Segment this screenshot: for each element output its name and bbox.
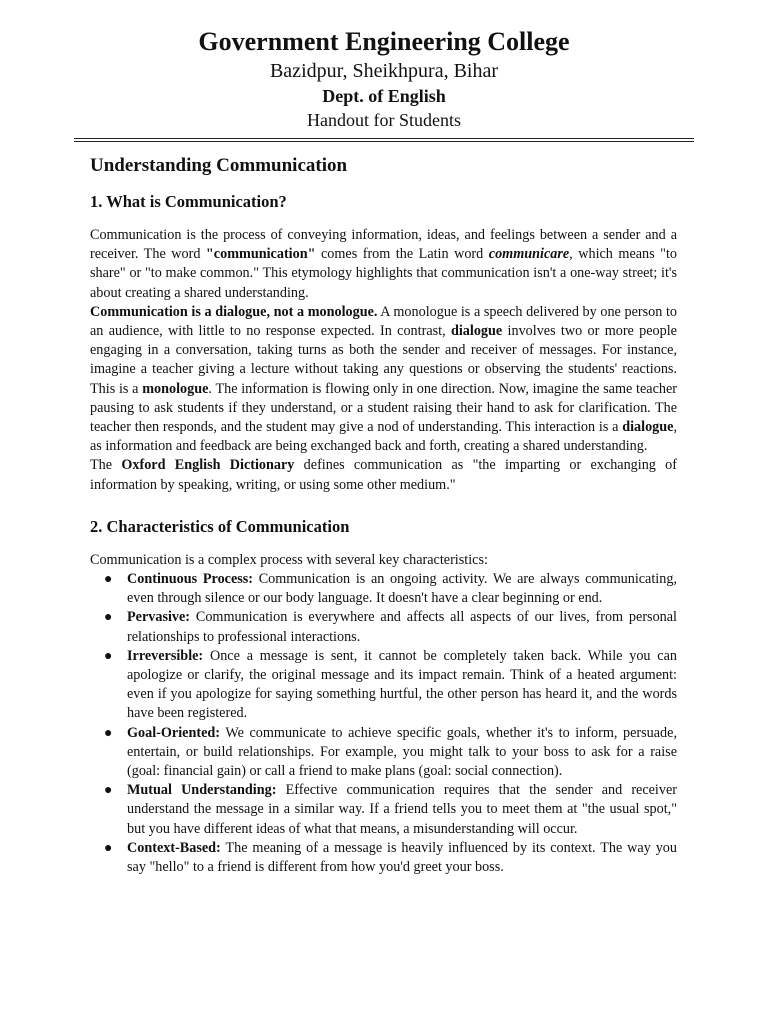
item-label: Pervasive: <box>127 609 191 626</box>
text-run: involves two or more people engaging in a conversation, taking turns as both the sender and receiver of messages. For instance, imagine a teacher giving a lecture without taking any questions or observing the students' reactions. This is a <box>90 323 677 397</box>
bullet-icon: ● <box>104 783 113 799</box>
item-text: Effective communication requires that the sender and receiver understand the message in a similar way. If a friend tells you to meet them at "the usual spot," but you have different ideas of what that means, a misunderstanding will occur. <box>127 782 677 837</box>
item-label: Context-Based: <box>127 839 221 856</box>
item-text: Once a message is sent, it cannot be completely taken back. While you can apologize or clarify, the original message and its impact remain. Think of a heated argument: even if you apologize for saying something hurtful, the other person has heard it, and the words have been registered. <box>127 647 677 722</box>
document-header <box>0 26 768 132</box>
section-1-paragraph-2 <box>90 303 677 457</box>
bold-lead-sentence: Communication is a dialogue, not a monologue. <box>90 303 378 320</box>
bold-term: dialogue <box>450 323 503 340</box>
item-label: Continuous Process: <box>127 571 254 588</box>
item-text: Communication is an ongoing activity. We are always communicating, even through silence or our body language. It doesn't have a clear beginning or end. <box>127 571 677 607</box>
item-label: Irreversible: <box>127 647 204 664</box>
section-2-title: 2. Characteristics of Communication <box>90 516 350 536</box>
item-label: Mutual Understanding: <box>127 782 277 799</box>
bullet-icon: ● <box>104 725 113 741</box>
section-2-intro: Communication is a complex process with several key characteristics: <box>90 551 488 568</box>
document-type: Handout for Students <box>307 110 461 130</box>
item-text: Communication is everywhere and affects all aspects of our lives, from personal relationships to professional interactions. <box>127 609 677 645</box>
item-text: We communicate to achieve specific goals, whether it's to inform, persuade, entertain, or build relationships. For example, you might talk to your boss to ask for a raise (goal: financial gain) or call a friend to make plans (goal: social connection). <box>127 724 677 780</box>
section-1-title: 1. What is Communication? <box>90 192 287 211</box>
bold-term: Oxford English Dictionary <box>121 457 295 474</box>
bullet-icon: ● <box>104 648 113 664</box>
section-1-paragraph-3 <box>90 456 677 494</box>
list-item <box>90 839 677 877</box>
characteristics-list <box>90 570 677 877</box>
section-1-paragraph-1 <box>90 226 677 303</box>
list-item <box>90 724 677 782</box>
text-run: , which means "to share" or "to make common." This etymology highlights that communication isn't a one-way street; it's about creating a shared understanding. <box>90 246 677 301</box>
bold-term: monologue <box>142 380 209 397</box>
bullet-icon: ● <box>104 840 113 856</box>
college-name: Government Engineering College <box>198 27 570 56</box>
text-run: Communication is the process of conveying information, ideas, and feelings between a sender and a receiver. The word <box>90 227 677 263</box>
list-item <box>90 608 677 646</box>
text-run: defines communication as "the imparting or exchanging of information by speaking, writing, or using some other medium." <box>90 457 677 493</box>
main-title: Understanding Communication <box>90 155 348 176</box>
list-item <box>90 570 677 608</box>
text-run: A monologue is a speech delivered by one person to an audience, with little to no response expected. In contrast, <box>90 303 677 340</box>
text-run: . The information is flowing only in one direction. Now, imagine the same teacher pausing to ask students if they understand, or a student raising their hand to ask for clarification. The teacher then responds, and the student may give a nod of understanding. This interaction is a <box>90 380 677 436</box>
bullet-icon: ● <box>104 572 113 588</box>
handout-body <box>90 152 677 877</box>
list-item <box>90 781 677 839</box>
bold-term: dialogue <box>622 419 674 436</box>
list-item <box>90 647 677 724</box>
text-run: , as information and feedback are being exchanged back and forth, creating a shared understanding. <box>90 419 677 455</box>
text-run: The <box>90 457 122 474</box>
text-run: comes from the Latin word <box>315 246 489 263</box>
college-location: Bazidpur, Sheikhpura, Bihar <box>269 60 499 82</box>
item-label: Goal-Oriented: <box>127 724 220 741</box>
header-divider-top <box>74 138 694 139</box>
department-name: Dept. of English <box>322 86 446 106</box>
item-text: The meaning of a message is heavily influenced by its context. The way you say "hello" to a friend is different from how you'd greet your boss. <box>127 839 677 876</box>
bold-term: "communication" <box>205 246 316 263</box>
header-divider-bottom <box>74 141 694 142</box>
latin-term: communicare <box>488 246 570 263</box>
bullet-icon: ● <box>104 610 113 626</box>
